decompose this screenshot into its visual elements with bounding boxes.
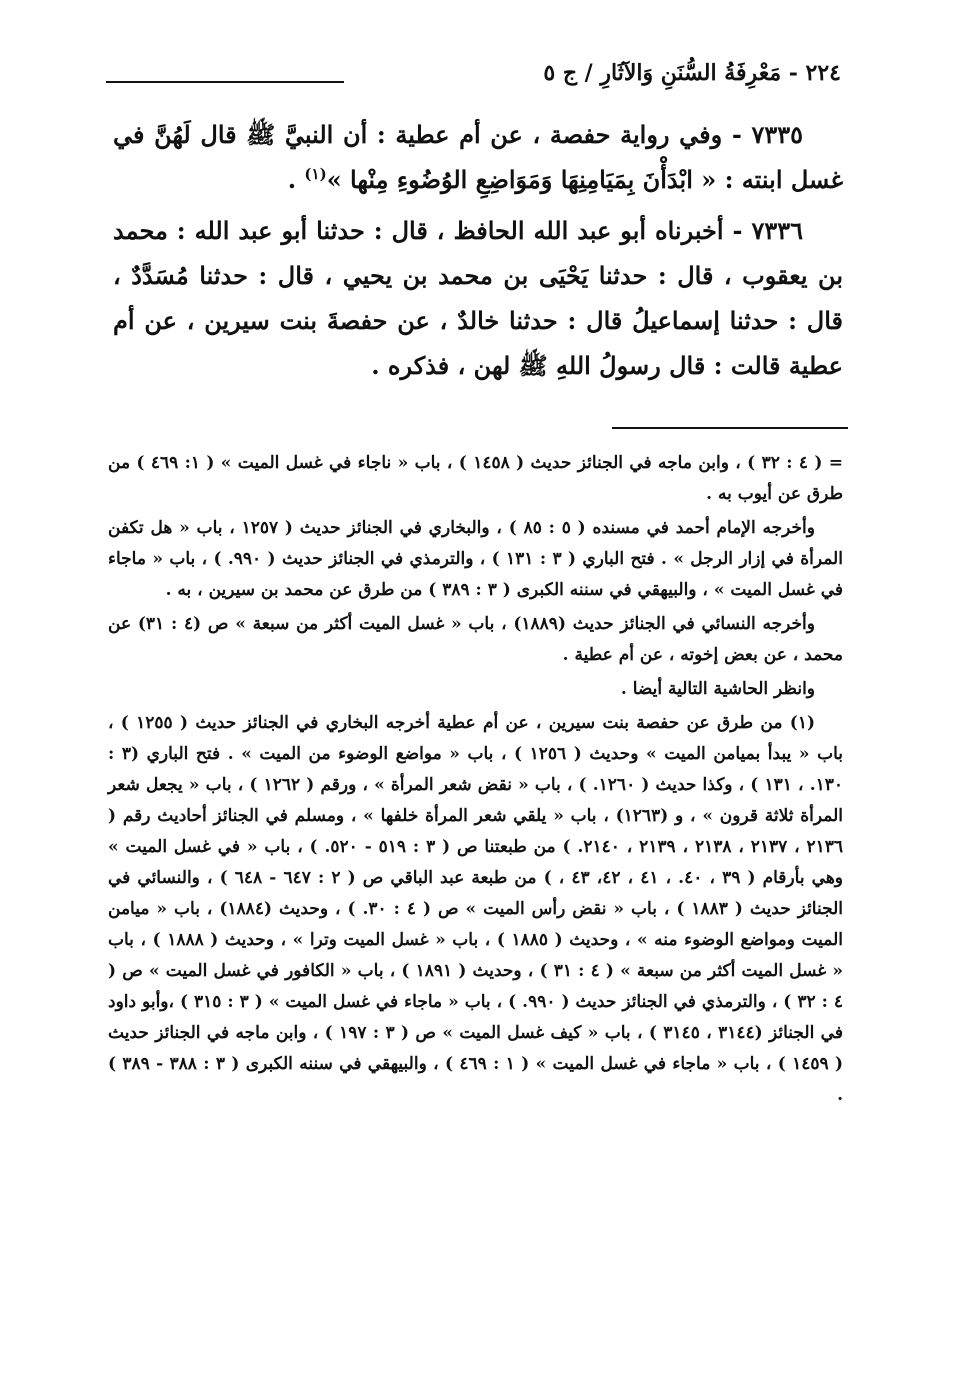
hadith-text: - وفي رواية حفصة ، عن أم عطية : أن النبيَّ ﷺ قال لَهُنَّ في غسل ابنته : <box>113 120 843 194</box>
footnotes <box>108 448 843 1114</box>
running-title: ٢٢٤ - مَعْرِفَةُ السُّنَنِ وَالآثَارِ / ج ٥ <box>543 60 841 86</box>
footnote-continuation: = ( ٤ : ٣٢ ) ، وابن ماجه في الجنائز حديث ( ١٤٥٨ ) ، باب « ناجاء في غسل الميت » ( ١: ٤٦٩ ) من طرق عن أيوب به . <box>108 453 844 504</box>
hadith-end: . <box>287 165 305 194</box>
footnote-paragraph: وانظر الحاشية التالية أيضا . <box>620 679 815 699</box>
page-header <box>106 58 841 94</box>
hadith-text: - أخبرناه أبو عبد الله الحافظ ، قال : حدثنا أبو عبد الله : محمد بن يعقوب ، قال : حدثنا يَحْيَى بن محمد بن يحيي ، قال : حدثنا مُسَدَّدٌ ، قال : حدثنا إسماعيلُ قال : حدثنا خالدٌ ، عن حفصةَ بنت سيرين ، عن أم عطية قالت : قال رسولُ اللهِ ﷺ لهن ، فذكره . <box>113 216 843 380</box>
hadith-7335 <box>113 112 843 202</box>
footnote-paragraph: وأخرجه الإمام أحمد في مسنده ( ٥ : ٨٥ ) ، والبخاري في الجنائز حديث ( ١٢٥٧ ، باب « هل تكفن المرأة في إزار الرجل » . فتح الباري ( ٣ : ١٣١ ) ، والترمذي في الجنائز حديث ( ٩٩٠. ) ، باب « ماجاء في غسل الميت » ، والبيهقي في سننه الكبرى ( ٣ : ٣٨٩ ) من طرق عن محمد بن سيرين ، به . <box>108 518 843 600</box>
footnote-separator <box>612 427 848 429</box>
hadith-7336 <box>113 208 843 388</box>
footnote-paragraph: وأخرجه النسائي في الجنائز حديث (١٨٨٩) ، باب « غسل الميت أكثر من سبعة » ص (٤ : ٣١) عن محمد ، عن بعض إخوته ، عن أم عطية . <box>108 614 843 665</box>
header-rule <box>106 81 344 83</box>
hadith-number: ٧٣٣٥ <box>751 120 803 149</box>
footnote-reference: (١) <box>304 165 327 183</box>
hadith-quote: « ابْدَأْنَ بِمَيَامِنِهَا وَمَوَاضِعِ الوُضُوءِ مِنْها » <box>326 165 717 194</box>
footnote-1: (١) من طرق عن حفصة بنت سيرين ، عن أم عطية أخرجه البخاري في الجنائز حديث ( ١٢٥٥ ) ، باب « يبدأ بميامن الميت » وحديث ( ١٢٥٦ ) ، باب « مواضع الوضوء من الميت » . فتح الباري (٣ : ١٣٠. ، ١٣١ ) ، وكذا حديث ( ١٢٦٠. ) ، باب « نقض شعر المرأة » ، ورقم ( ١٢٦٢ ) ، باب « يجعل شعر المرأة ثلاثة قرون » ، و (١٢٦٣) ، باب « يلقي شعر المرأة خلفها » ، ومسلم في الجنائز أحاديث رقم ( ٢١٣٦ ، ٢١٣٧ ، ٢١٣٨ ، ٢١٣٩ ، ٢١٤٠. ) من طبعتنا ص ( ٣ : ٥١٩ - ٥٢٠. ) ، باب « في غسل الميت » وهي بأرقام ( ٣٩ ، ٤٠. ، ٤١ ، ٤٢، ٤٣ ، ) من طبعة عبد الباقي ص ( ٢ : ٦٤٧ - ٦٤٨ ) ، والنسائي في الجنائز حديث ( ١٨٨٣ ) ، باب « نقض رأس الميت » ص ( ٤ : ٣٠. ) ، وحديث (١٨٨٤) ، باب « ميامن الميت ومواضع الوضوء منه » ، وحديث ( ١٨٨٥ ) ، باب « غسل الميت وترا » ، وحديث ( ١٨٨٨ ) ، باب « غسل الميت أكثر من سبعة » ( ٤ : ٣١ ) ، وحديث ( ١٨٩١ ) ، باب « الكافور في غسل الميت » ص ( ٤ : ٣٢ ) ، والترمذي في الجنائز حديث ( ٩٩٠. ) ، باب « ماجاء في غسل الميت » ( ٣ : ٣١٥ ) ،وأبو داود في الجنائز (٣١٤٤ ، ٣١٤٥ ) ، باب « كيف غسل الميت » ص ( ٣ : ١٩٧ ) ، وابن ماجه في الجنائز حديث ( ١٤٥٩ ) ، باب « ماجاء في غسل الميت » ( ١ : ٤٦٩ ) ، والبيهقي في سننه الكبرى ( ٣ : ٣٨٨ - ٣٨٩ ) . <box>108 713 844 1105</box>
main-text <box>113 112 843 394</box>
hadith-number: ٧٣٣٦ <box>751 216 803 245</box>
